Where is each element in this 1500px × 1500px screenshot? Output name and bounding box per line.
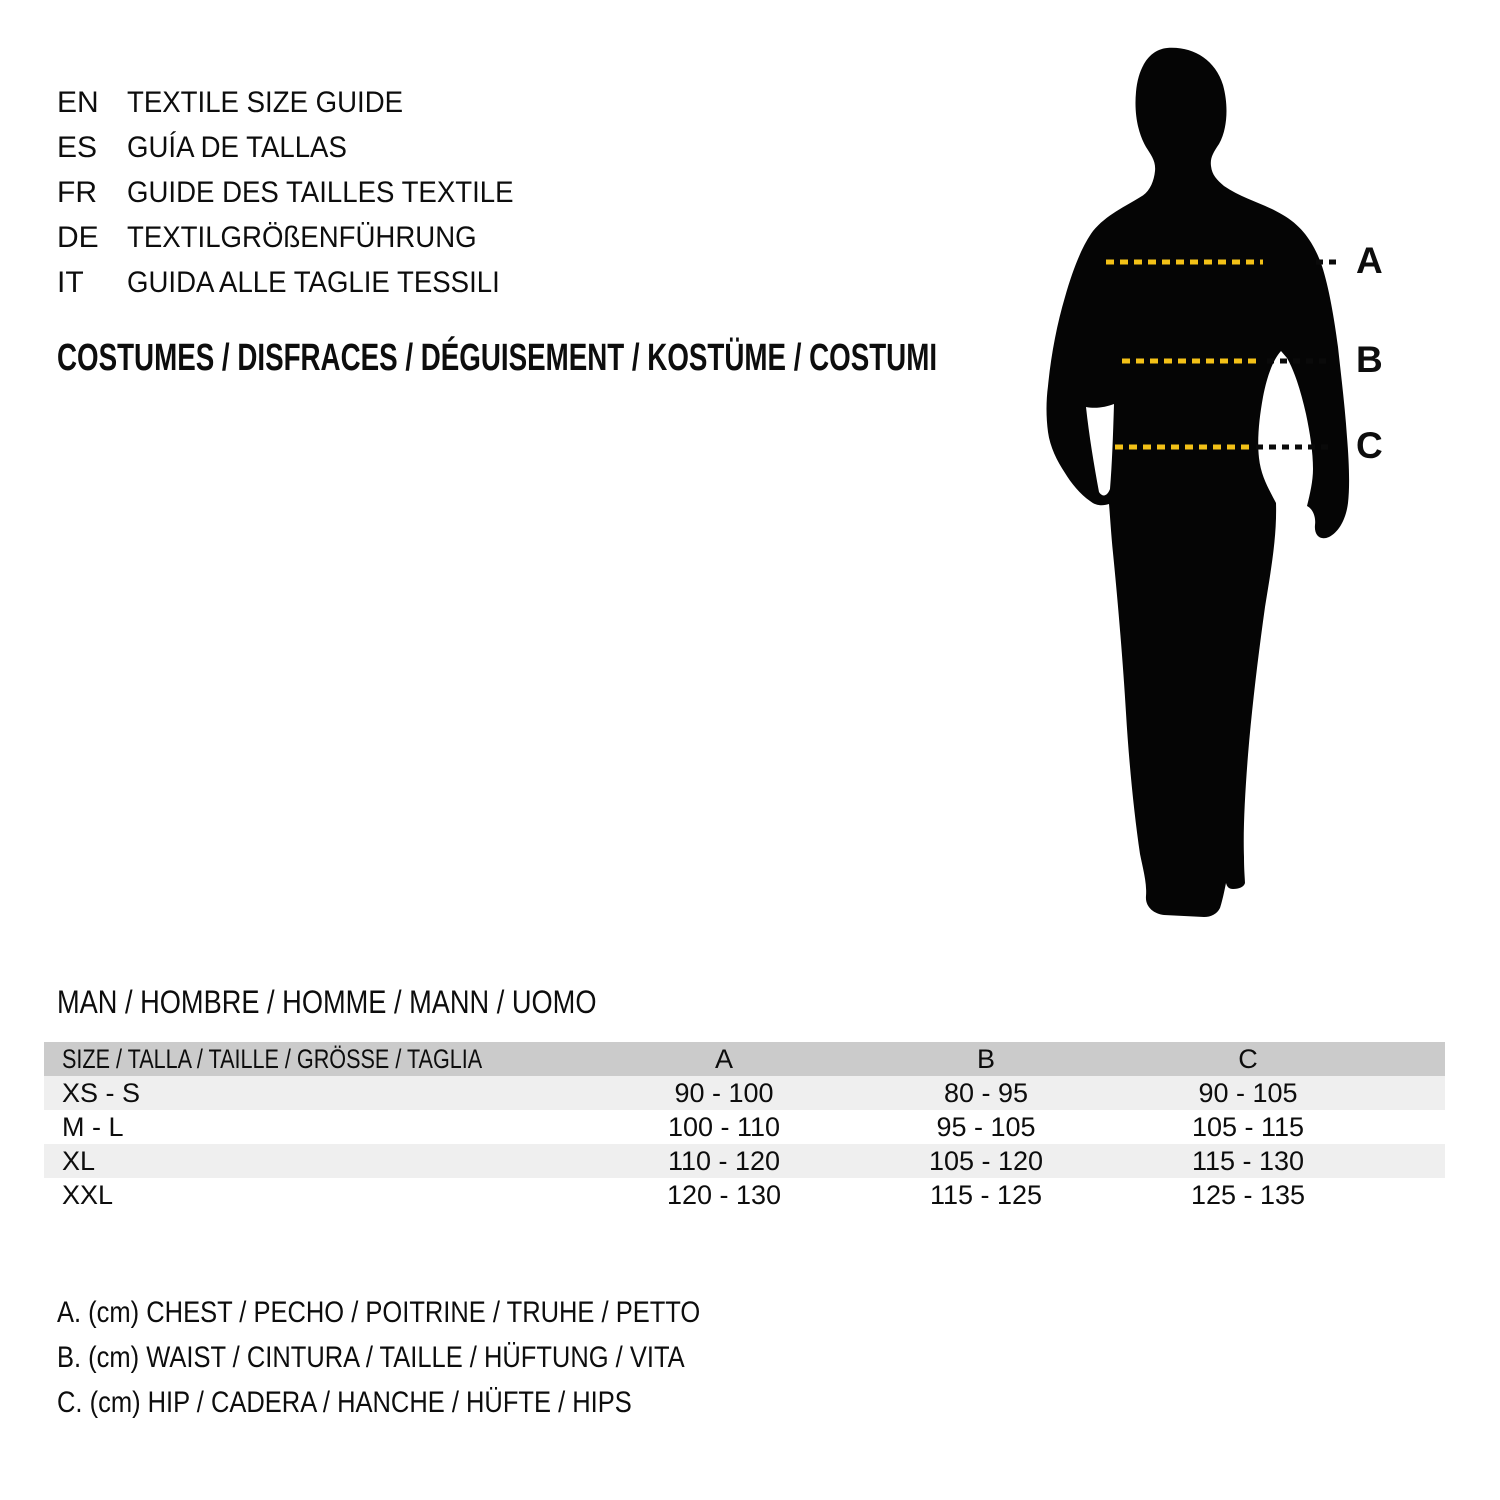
legend-line-chest: A. (cm) CHEST / PECHO / POITRINE / TRUHE / PETTO [57,1296,701,1329]
language-label: TEXTILGRÖßENFÜHRUNG [127,221,477,254]
value-cell-c: 125 - 135 [1190,1179,1306,1210]
value-cell-a: 120 - 130 [666,1179,782,1210]
legend-line-waist: B. (cm) WAIST / CINTURA / TAILLE / HÜFTUNG / VITA [57,1341,685,1374]
language-row-it [57,260,547,305]
language-row-fr [57,170,547,215]
table-row-xl [44,1144,1445,1178]
table-row-xxl [44,1178,1445,1212]
value-cell-b: 80 - 95 [943,1077,1029,1108]
legend-line-hip: C. (cm) HIP / CADERA / HANCHE / HÜFTE / HIPS [57,1386,632,1419]
man-silhouette [1047,48,1350,917]
size-cell: XS - S [62,1077,141,1108]
filler-cell [1379,1178,1445,1212]
category-title-text: COSTUMES / DISFRACES / DÉGUISEMENT / KOSTÜME / COSTUMI [57,337,938,379]
table-row-m-l [44,1110,1445,1144]
language-code: ES [57,131,98,164]
column-header-c: C [1238,1043,1258,1074]
value-cell-c: 115 - 130 [1191,1145,1305,1176]
size-table-header-row [44,1042,1445,1076]
language-label: GUIDE DES TAILLES TEXTILE [127,176,514,209]
language-row-en [57,80,547,125]
size-column-header: SIZE / TALLA / TAILLE / GRÖSSE / TAGLIA [62,1043,483,1074]
language-list [57,80,547,305]
filler-cell [1379,1144,1445,1178]
value-cell-c: 90 - 105 [1198,1077,1298,1108]
measurement-label-a: A [1356,240,1383,281]
column-header-a: A [714,1043,733,1074]
language-row-de [57,215,547,260]
filler-cell [1379,1110,1445,1144]
language-label: GUÍA DE TALLAS [127,131,347,164]
value-cell-a: 100 - 110 [667,1111,781,1142]
size-cell: XL [62,1145,96,1176]
value-cell-a: 90 - 100 [674,1077,774,1108]
table-row-xs-s [44,1076,1445,1110]
value-cell-a: 110 - 120 [667,1145,781,1176]
measurement-label-b: B [1356,339,1383,380]
value-cell-b: 95 - 105 [936,1111,1036,1142]
language-code: FR [57,176,97,209]
value-cell-b: 115 - 125 [929,1179,1043,1210]
man-silhouette-svg [1030,45,1352,940]
size-cell: XXL [62,1179,114,1210]
section-title-text: MAN / HOMBRE / HOMME / MANN / UOMO [57,984,597,1020]
value-cell-c: 105 - 115 [1191,1111,1305,1142]
header-filler-cell [1379,1042,1445,1076]
column-header-b: B [976,1043,995,1074]
section-title [57,984,692,1021]
measurement-legend [57,1290,814,1425]
language-code: DE [57,221,99,254]
language-label: TEXTILE SIZE GUIDE [127,86,404,119]
value-cell-b: 105 - 120 [928,1145,1044,1176]
filler-cell [1379,1076,1445,1110]
language-code: IT [57,266,84,299]
size-table [44,1042,1445,1212]
size-cell: M - L [62,1111,124,1142]
man-silhouette-figure [1030,45,1352,940]
measurement-label-c: C [1356,425,1383,466]
language-row-es [57,125,547,170]
language-label: GUIDA ALLE TAGLIE TESSILI [127,266,500,299]
language-code: EN [57,86,99,119]
